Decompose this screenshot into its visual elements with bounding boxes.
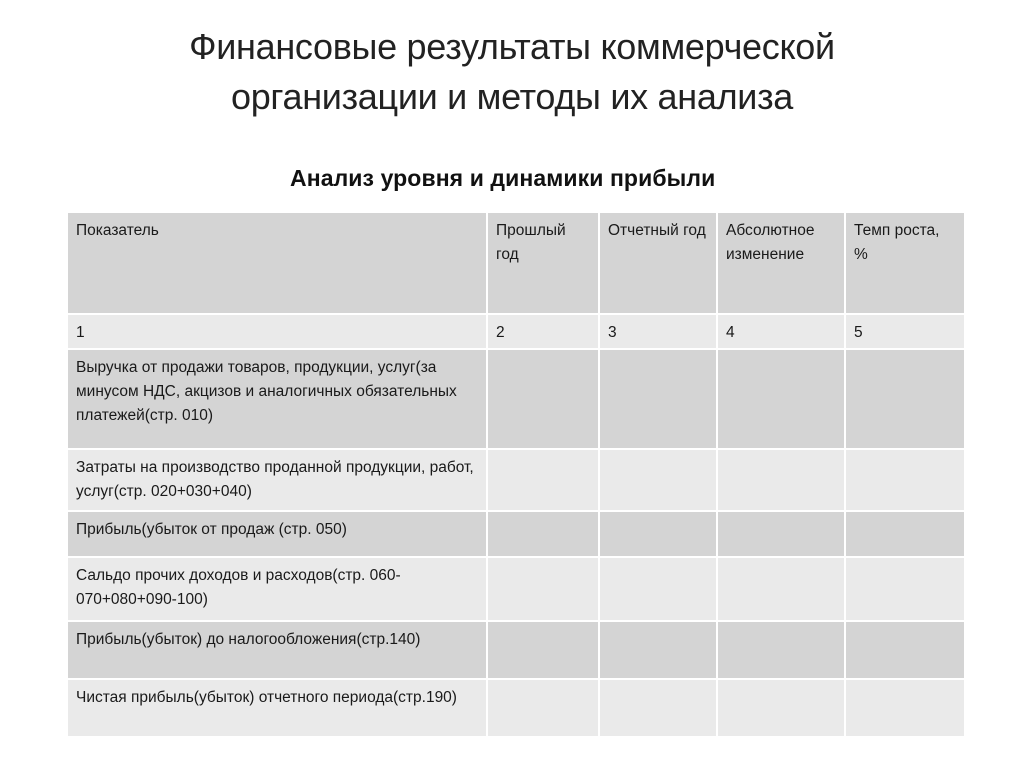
row-prev-year (488, 558, 600, 622)
row-abs-change (718, 680, 846, 736)
row-indicator: Выручка от продажи товаров, продукции, услуг(за минусом НДС, акцизов и аналогичных обязательных платежей(стр. 010) (68, 350, 488, 450)
row-report-year (600, 558, 718, 622)
column-number-2: 2 (488, 315, 600, 350)
row-growth-rate (846, 680, 964, 736)
row-abs-change (718, 350, 846, 450)
slide-title-line-2: организации и методы их анализа (230, 76, 794, 117)
column-number-1: 1 (68, 315, 488, 350)
row-prev-year (488, 350, 600, 450)
table-row (68, 680, 964, 736)
column-number-5: 5 (846, 315, 964, 350)
table-row (68, 450, 964, 512)
row-indicator: Прибыль(убыток) до налогообложения(стр.140) (68, 622, 488, 680)
row-indicator: Затраты на производство проданной продукции, работ, услуг(стр. 020+030+040) (68, 450, 488, 512)
row-report-year (600, 350, 718, 450)
profit-analysis-table (68, 213, 964, 736)
row-report-year (600, 680, 718, 736)
header-abs-change: Абсолютное изменение (718, 213, 846, 315)
row-indicator: Чистая прибыль(убыток) отчетного периода(стр.190) (68, 680, 488, 736)
row-indicator: Сальдо прочих доходов и расходов(стр. 060-070+080+090-100) (68, 558, 488, 622)
row-abs-change (718, 450, 846, 512)
row-abs-change (718, 512, 846, 558)
header-indicator: Показатель (68, 213, 488, 315)
row-abs-change (718, 622, 846, 680)
row-growth-rate (846, 350, 964, 450)
row-report-year (600, 622, 718, 680)
column-number-3: 3 (600, 315, 718, 350)
row-prev-year (488, 512, 600, 558)
row-growth-rate (846, 558, 964, 622)
header-growth-rate: Темп роста, % (846, 213, 964, 315)
row-prev-year (488, 450, 600, 512)
table-row (68, 558, 964, 622)
table-subtitle: Анализ уровня и динамики прибыли (290, 165, 716, 191)
row-prev-year (488, 622, 600, 680)
row-growth-rate (846, 512, 964, 558)
column-number-row (68, 315, 964, 350)
row-report-year (600, 512, 718, 558)
row-growth-rate (846, 450, 964, 512)
row-prev-year (488, 680, 600, 736)
table-row (68, 512, 964, 558)
table-row (68, 622, 964, 680)
header-prev-year: Прошлый год (488, 213, 600, 315)
header-report-year: Отчетный год (600, 213, 718, 315)
row-abs-change (718, 558, 846, 622)
table-header-row (68, 213, 964, 315)
row-indicator: Прибыль(убыток от продаж (стр. 050) (68, 512, 488, 558)
row-report-year (600, 450, 718, 512)
slide-title (0, 22, 1024, 122)
column-number-4: 4 (718, 315, 846, 350)
slide-title-line-1: Финансовые результаты коммерческой (189, 26, 835, 67)
row-growth-rate (846, 622, 964, 680)
table-row (68, 350, 964, 450)
